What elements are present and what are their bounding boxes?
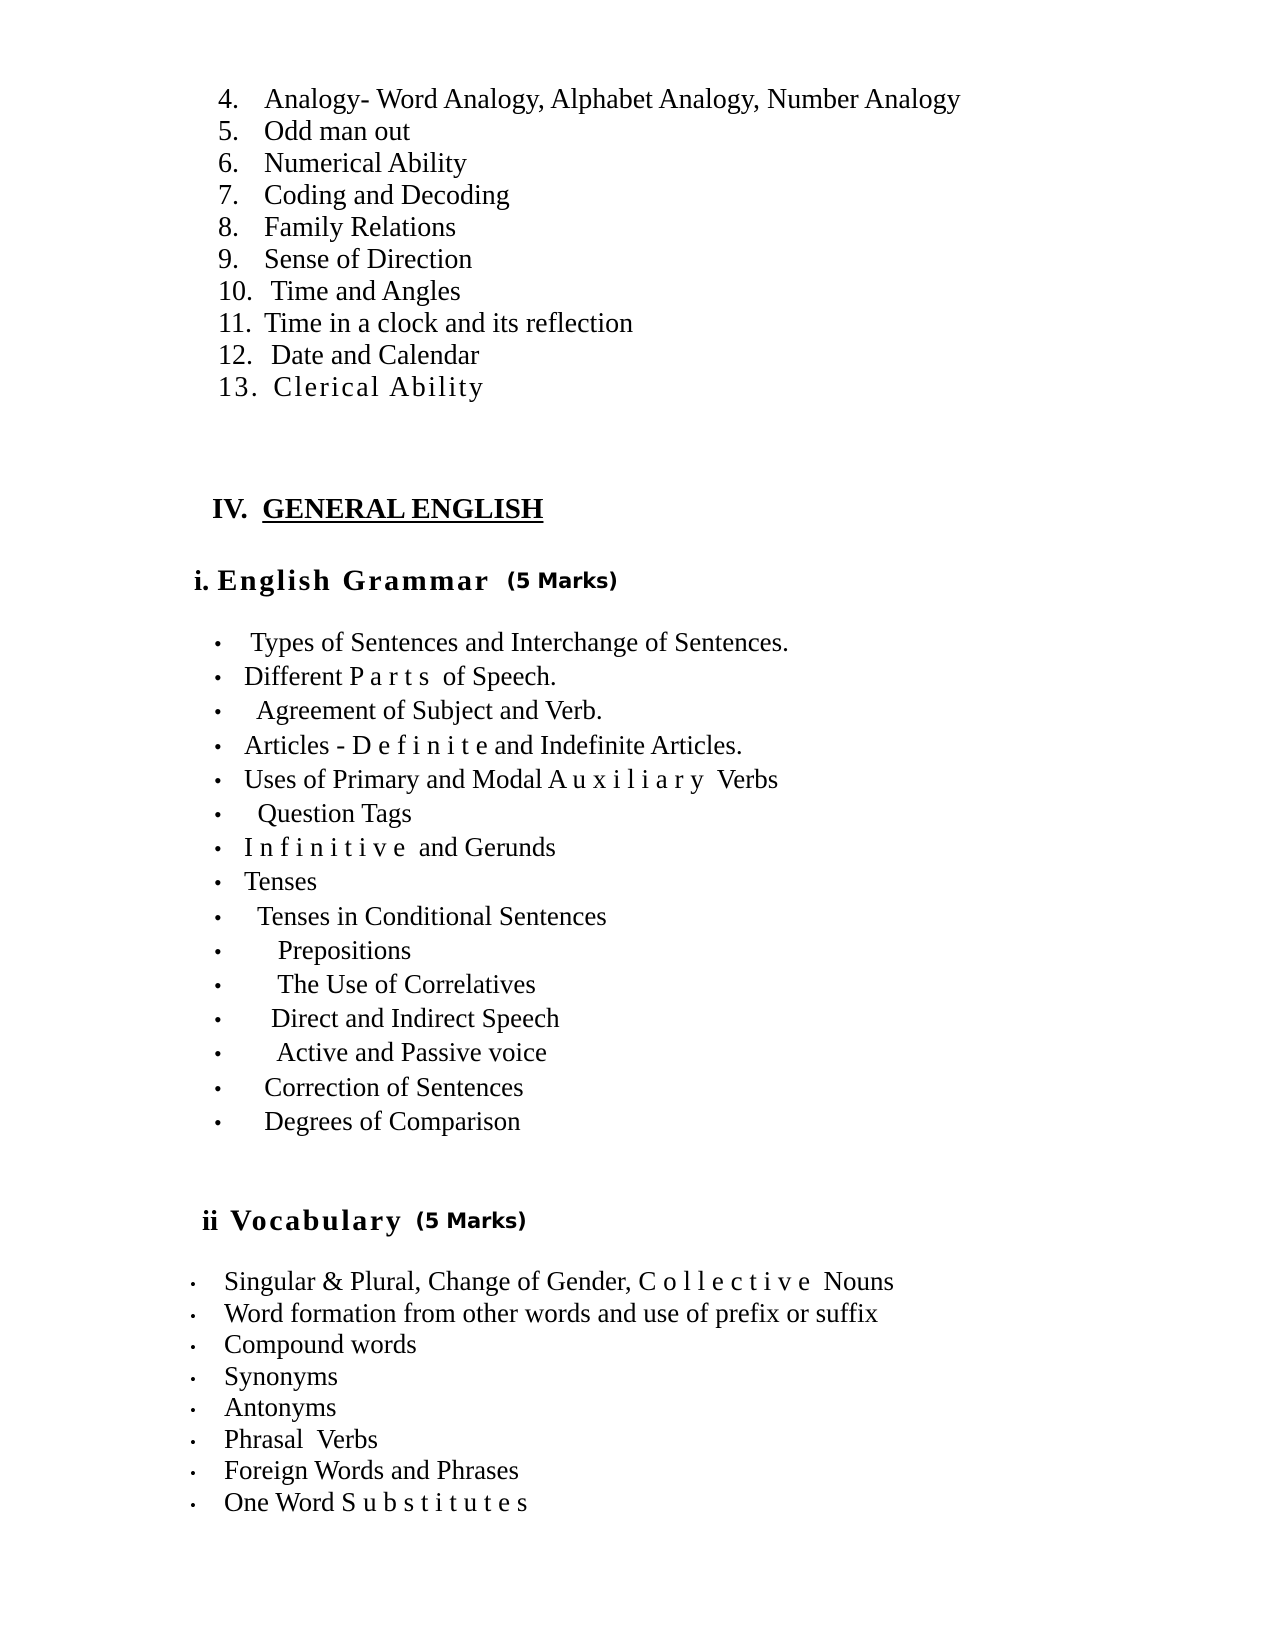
section-number: IV. [212, 493, 248, 525]
bullet-item-text: Prepositions [244, 934, 412, 965]
bullet-point-icon: • [190, 1464, 196, 1483]
bullet-item-text: Singular & Plural, Change of Gender, C o l l e c t i v e Nouns [224, 1266, 895, 1296]
bullet-list-item [214, 933, 1114, 967]
bullet-item-text: Compound words [224, 1329, 417, 1359]
bullet-item-text: Articles - D e f i n i t e and Indefinite Articles. [244, 729, 743, 760]
list-item-text: Time and Angles [264, 276, 461, 307]
bullet-item-text: Active and Passive voice [244, 1037, 547, 1068]
bullet-list-item [214, 899, 1114, 933]
list-item-text: Sense of Direction [264, 244, 473, 275]
bullet-list-item [190, 1266, 1140, 1298]
bullet-item-text: Antonyms [224, 1392, 337, 1422]
bullet-point-icon: • [190, 1401, 196, 1420]
list-item-number: 7. [218, 180, 239, 211]
bullet-item-text: Types of Sentences and Interchange of Sentences. [244, 627, 789, 657]
list-item-number: 4. [218, 84, 239, 115]
subheading-title: English Grammar [217, 564, 491, 597]
bullet-list-item [214, 659, 1114, 693]
bullet-item-text: One Word S u b s t i t u t e s [224, 1486, 528, 1517]
bullet-list-item [214, 1070, 1114, 1104]
bullet-list-item [214, 762, 1114, 796]
bullet-point-icon: • [190, 1306, 196, 1326]
numbered-list-item [218, 340, 1118, 372]
numbered-list-item [218, 276, 1118, 308]
bullet-item-text: Tenses in Conditional Sentences [244, 900, 607, 931]
list-item-number: 9. [218, 244, 239, 275]
list-item-number: 10. [218, 276, 253, 307]
bullet-list-item [214, 967, 1114, 1001]
bullet-list-item [214, 693, 1114, 727]
list-item-number: 13. [218, 372, 261, 403]
bullet-point-icon: • [190, 1338, 196, 1357]
reasoning-topics-numbered-list [218, 84, 1118, 404]
list-item-text: Family Relations [264, 212, 457, 243]
numbered-list-item [218, 308, 1118, 340]
bullet-list-item [214, 1001, 1114, 1035]
subheading-vocabulary [186, 1167, 527, 1280]
subheading-marks: (5 Marks) [415, 1209, 527, 1233]
bullet-point-icon: • [214, 665, 222, 691]
vocabulary-bullet-list [190, 1266, 1140, 1518]
bullet-item-text: Question Tags [244, 798, 412, 829]
bullet-item-text: Word formation from other words and use of prefix or suffix [224, 1297, 879, 1328]
numbered-list-item [218, 372, 1118, 404]
list-item-text: Analogy- Word Analogy, Alphabet Analogy, Number Analogy [264, 84, 961, 115]
list-item-text: Odd man out [264, 116, 411, 147]
bullet-point-icon: • [214, 1007, 222, 1033]
bullet-list-item [214, 830, 1114, 864]
bullet-point-icon: • [214, 1041, 222, 1067]
bullet-list-item [214, 796, 1114, 830]
bullet-point-icon: • [190, 1432, 196, 1452]
bullet-list-item [190, 1298, 1140, 1330]
bullet-item-text: Correction of Sentences [244, 1071, 524, 1102]
bullet-item-text: I n f i n i t i v e and Gerunds [244, 832, 556, 863]
numbered-list-item [218, 212, 1118, 244]
bullet-item-text: Tenses [244, 866, 318, 897]
numbered-list-item [218, 244, 1118, 276]
bullet-point-icon: • [214, 802, 222, 828]
bullet-item-text: Uses of Primary and Modal A u x i l i a r y Verbs [244, 763, 779, 794]
section-title: GENERAL ENGLISH [262, 493, 544, 525]
bullet-point-icon: • [214, 631, 222, 656]
bullet-list-item [190, 1487, 1140, 1519]
list-item-number: 6. [218, 148, 239, 179]
subheading-marks: (5 Marks) [506, 569, 618, 593]
numbered-list-item [218, 84, 1118, 116]
bullet-item-text: Synonyms [224, 1360, 339, 1391]
bullet-item-text: Direct and Indirect Speech [244, 1003, 560, 1034]
numbered-list-item [218, 180, 1118, 212]
bullet-point-icon: • [214, 699, 222, 725]
bullet-point-icon: • [214, 836, 222, 862]
bullet-list-item [190, 1455, 1140, 1487]
list-item-text: Numerical Ability [264, 148, 467, 179]
grammar-bullet-list [214, 625, 1114, 1138]
bullet-item-text: Degrees of Comparison [244, 1105, 521, 1136]
subheading-number: i. [194, 565, 210, 597]
bullet-list-item [214, 1035, 1114, 1069]
bullet-item-text: Phrasal Verbs [224, 1423, 378, 1454]
list-item-number: 12. [218, 340, 253, 371]
list-item-number: 8. [218, 212, 239, 243]
bullet-point-icon: • [214, 767, 222, 793]
list-item-text: Time in a clock and its reflection [264, 308, 634, 339]
list-item-text: Date and Calendar [264, 340, 480, 371]
bullet-list-item [214, 625, 1114, 659]
numbered-list-item [218, 148, 1118, 180]
bullet-item-text: Agreement of Subject and Verb. [244, 695, 603, 726]
bullet-point-icon: • [214, 870, 222, 896]
bullet-item-text: Foreign Words and Phrases [224, 1455, 520, 1485]
list-item-number: 11. [218, 308, 252, 339]
bullet-point-icon: • [214, 1075, 222, 1101]
numbered-list-item [218, 116, 1118, 148]
bullet-item-text: The Use of Correlatives [244, 969, 536, 1000]
bullet-point-icon: • [214, 938, 222, 964]
list-item-number: 5. [218, 116, 239, 147]
bullet-list-item [214, 1104, 1114, 1138]
bullet-list-item [190, 1329, 1140, 1361]
subheading-number: ii [202, 1205, 219, 1237]
bullet-point-icon: • [214, 904, 222, 930]
bullet-list-item [214, 864, 1114, 898]
bullet-point-icon: • [214, 1109, 222, 1135]
subheading-title: Vocabulary [230, 1204, 404, 1237]
bullet-point-icon: • [190, 1275, 196, 1294]
list-item-text: Clerical Ability [264, 372, 486, 403]
bullet-point-icon: • [190, 1495, 196, 1515]
bullet-list-item [214, 728, 1114, 762]
bullet-item-text: Different P a r t s of Speech. [244, 661, 557, 692]
bullet-list-item [190, 1424, 1140, 1456]
bullet-point-icon: • [214, 733, 222, 759]
list-item-text: Coding and Decoding [264, 180, 510, 211]
bullet-list-item [190, 1392, 1140, 1424]
subheading-english-grammar [178, 527, 618, 640]
bullet-point-icon: • [190, 1369, 196, 1389]
bullet-point-icon: • [214, 973, 222, 999]
bullet-list-item [190, 1361, 1140, 1393]
